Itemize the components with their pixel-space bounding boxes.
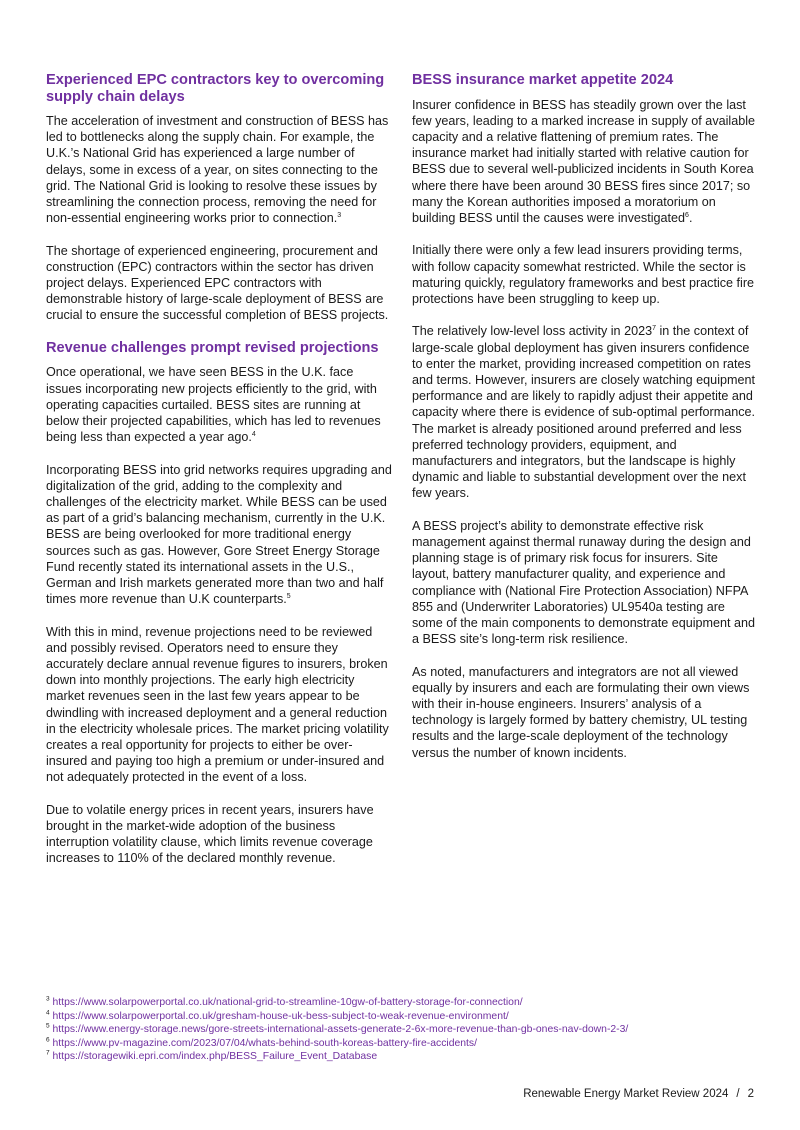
footnote-item [46,1023,766,1037]
footnote-link[interactable]: https://www.solarpowerportal.co.uk/national-grid-to-streamline-10gw-of-battery-storage-for-connection/ [52,997,523,1008]
footnote-link[interactable]: https://www.solarpowerportal.co.uk/gresham-house-uk-bess-subject-to-weak-revenue-environment/ [52,1010,509,1022]
paragraph [46,113,392,226]
footer-title: Renewable Energy Market Review 2024 [523,1088,729,1100]
paragraph: A BESS project’s ability to demonstrate effective risk management against thermal runaway during the design and planning stage is of primary risk focus for insurers. Site layout, battery manufacturer quality, and experience and compliance with (National Fire Protection Association) NFPA 855 and (Underwriter Laboratories) UL9540a testing are some of the main components to demonstrate equipment and a BESS site’s long-term risk resilience. [412,518,756,647]
footer-separator: / [736,1088,740,1100]
paragraph: As noted, manufacturers and integrators are not all viewed equally by insurers and each are formulating their own views with their in-house engineers. Insurers’ analysis of a technology is largely formed by battery chemistry, UL testing results and the large-scale deployment of the technology versus the number of known incidents. [412,664,750,760]
paragraph: The shortage of experienced engineering, procurement and construction (EPC) contractors within the sector has driven project delays. Experienced EPC contractors with demonstrable history of large-scale deployment of BESS are crucial to ensure the successful completion of BESS projects. [46,243,389,323]
paragraph [412,323,758,501]
footnote-number: 3 [46,995,50,1003]
footnote-ref[interactable]: 3 [337,212,342,220]
footnote-item [46,1010,766,1024]
section-heading-revenue: Revenue challenges prompt revised projections [46,339,379,356]
paragraph-text: in the context of large-scale global deployment has given insurers confidence to enter the market, providing increased competition on rates and terms. However, insurers are closely watching equipment performance and are likely to rapidly adjust their appetite and capacity where there is evidence of sub-optimal performance. The market is already positioned around preferred and less preferred technology providers, equipment, and manufacturers and integrators, but the landscape is highly dynamic and liable to substantial development over the next few years. [412,324,756,501]
footnotes [46,996,766,1064]
footnote-number: 7 [46,1049,50,1057]
paragraph [46,364,392,445]
paragraph [46,462,392,608]
footnote-item [46,1050,766,1064]
footnote-number: 5 [46,1022,50,1030]
footnote-number: 4 [46,1009,50,1017]
section-heading-epc: Experienced EPC contractors key to overcoming supply chain delays [46,72,385,105]
footnote-ref[interactable]: 5 [286,592,291,600]
footnote-link[interactable]: https://www.pv-magazine.com/2023/07/04/whats-behind-south-koreas-battery-fire-accidents/ [52,1037,478,1049]
footnote-ref[interactable]: 6 [685,211,689,219]
paragraph-text: Once operational, we have seen BESS in the U.K. face issues incorporating new projects efficiently to the grid, with operating capacities curtailed. BESS sites are running at below their projected capabilities, which has led to revenues being less than expected a year ago. [46,365,381,445]
paragraph-text: Incorporating BESS into grid networks requires upgrading and digitalization of the grid, adding to the complexity and challenges of the electricity market. While BESS can be used as part of a grid’s balancing mechanism, currently in the U.K. BESS are being overlooked for more traditional energy sources such as gas. However, Gore Street Energy Storage Fund recently stated its international assets in the U.S., German and Irish markets generated more than two and half times more revenue than U.K counterparts. [46,462,392,607]
paragraph: With this in mind, revenue projections need to be reviewed and possibly revised. Operators need to ensure they accurately declare annual revenue figures to insurers, broken down into monthly projections. The early high electricity market revenues seen in the last few years appear to be dwindling with increased deployment and a general reduction in the electricity wholesale prices. The market pricing volatility creates a real opportunity for projects to either be over-insured and paying too high a premium or under-insured and not adequately protected in the event of a loss. [46,624,389,785]
footnote-ref[interactable]: 4 [251,430,256,438]
footnote-link[interactable]: https://www.energy-storage.news/gore-streets-international-assets-generate-2-6x-more-revenue-than-gb-ones-nav-down-2-3/ [52,1024,629,1035]
footnote-item [46,996,766,1010]
paragraph: Initially there were only a few lead insurers providing terms, with follow capacity somewhat restricted. While the sector is maturing quickly, regulatory frameworks and best practice fire protections have been struggling to keep up. [412,243,755,306]
footnote-link[interactable]: https://storagewiki.epri.com/index.php/BESS_Failure_Event_Database [52,1051,378,1062]
paragraph-text: The relatively low-level loss activity in 2023 [412,324,653,339]
page-number: 2 [747,1088,754,1100]
left-column [46,72,392,883]
page-footer [523,1088,754,1100]
right-column [412,72,758,777]
section-heading-insurance: BESS insurance market appetite 2024 [412,72,674,88]
footnote-number: 6 [46,1036,50,1044]
paragraph [412,97,758,227]
footnote-ref[interactable]: 7 [652,325,656,333]
footnote-item [46,1037,766,1051]
paragraph: Due to volatile energy prices in recent years, insurers have brought in the market-wide adoption of the business interruption volatility clause, which limits revenue coverage increases to 110% of the declared monthly revenue. [46,802,374,866]
paragraph-text: . [688,210,693,225]
paragraph-text: The acceleration of investment and construction of BESS has led to bottlenecks along the supply chain. For example, the U.K.’s National Grid has experienced a large number of delays, some in excess of a year, on sites connecting to the grid. The National Grid is looking to resolve these issues by streamlining the connection process, removing the need for non-essential engineering works prior to connection. [46,114,389,226]
paragraph-text: Insurer confidence in BESS has steadily grown over the last few years, leading to a marked increase in supply of available capacity and a relative flattening of premium rates. The insurance market had initially started with relative caution for BESS due to several well-publicized incidents in South Korea where there have been around 30 BESS fires since 2017; so many the Korean authorities imposed a moratorium on building BESS until the causes were investigated [412,97,756,225]
